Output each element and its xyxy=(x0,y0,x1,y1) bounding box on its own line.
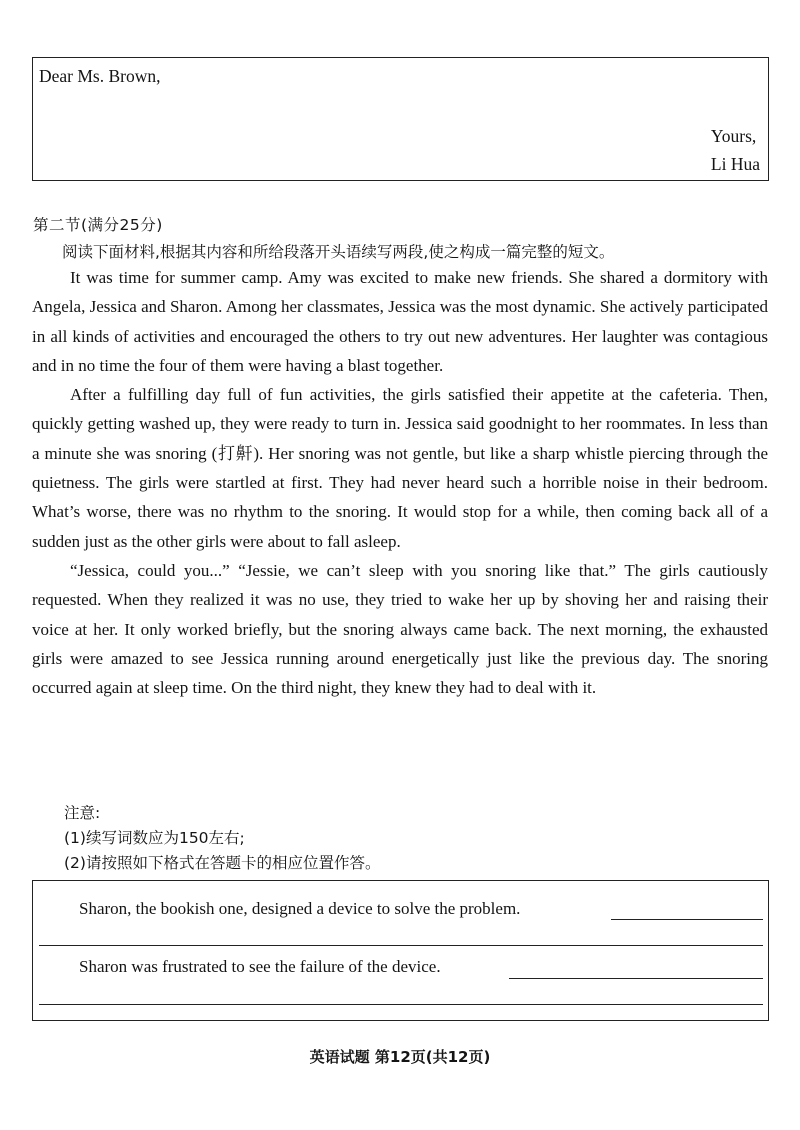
passage-paragraph-2: After a fulfilling day full of fun activities, the girls satisfied their appetite at the cafeteria. Then, quickly getting washed up, they were ready to turn in. Jessica said goodnight to her roommates. In less than a minute she was snoring (打鼾). Her snoring was not gentle, but like a sharp whistle piercing through the quietness. The girls were startled at first. They had never heard such a horrible noise in their bedroom. What’s worse, there was no rhythm to the snoring. It would stop for a while, then coming back all of a sudden just as the other girls were about to fall asleep. xyxy=(32,385,768,551)
letter-closing-line: Yours, xyxy=(710,126,757,146)
passage-paragraph-3: “Jessica, could you...” “Jessie, we can’t sleep with you snoring like that.” The girls cautiously requested. When they realized it was no use, they tried to wake her up by shoving her and raising their voice at her. It only worked briefly, but the snoring always came back. The next morning, the exhausted girls were amazed to see Jessica running around energetically just like the previous day. The snoring occurred again at sleep time. On the third night, they knew they had to deal with it. xyxy=(32,560,768,698)
letter-salutation: Dear Ms. Brown, xyxy=(39,66,161,86)
notes-item-1: (1)续写词数应为150左右; xyxy=(64,829,245,847)
answer-blank-1[interactable] xyxy=(611,919,763,920)
answer-line-1[interactable] xyxy=(39,945,763,946)
letter-box xyxy=(32,57,769,181)
section-instruction: 阅读下面材料,根据其内容和所给段落开头语续写两段,使之构成一篇完整的短文。 xyxy=(62,243,615,261)
page-footer: 英语试题 第12页(共12页) xyxy=(309,1048,491,1066)
notes-title: 注意: xyxy=(64,804,101,822)
answer-blank-2[interactable] xyxy=(509,978,763,979)
answer-line-2[interactable] xyxy=(39,1004,763,1005)
passage-paragraph-1: It was time for summer camp. Amy was excited to make new friends. She shared a dormitory with Angela, Jessica and Sharon. Among her classmates, Jessica was the most dynamic. She actively participated in all kinds of activities and encouraged the others to try out new adventures. Her laughter was contagious and in no time the four of them were having a blast together. xyxy=(32,268,768,375)
notes-block xyxy=(64,801,380,876)
story-passage xyxy=(32,263,768,702)
notes-item-2: (2)请按照如下格式在答题卡的相应位置作答。 xyxy=(64,854,381,872)
letter-closing xyxy=(711,122,760,178)
section-heading: 第二节(满分25分) xyxy=(33,216,163,234)
answer-prompt-1: Sharon, the bookish one, designed a device to solve the problem. xyxy=(79,899,521,918)
answer-prompt-2: Sharon was frustrated to see the failure of the device. xyxy=(79,957,441,976)
letter-signature: Li Hua xyxy=(710,154,760,174)
answer-box xyxy=(32,880,769,1021)
